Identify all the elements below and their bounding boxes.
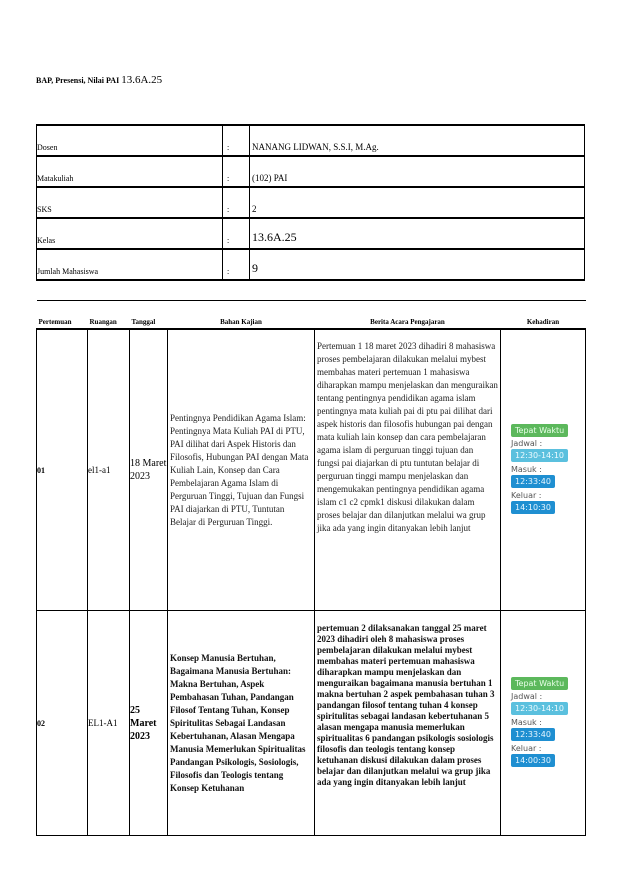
info-separator: : xyxy=(223,187,250,218)
info-value: (102) PAI xyxy=(250,156,585,187)
info-value: NANANG LIDWAN, S.S.I, M.Ag. xyxy=(250,125,585,156)
header-berita-acara: Berita Acara Pengajaran xyxy=(315,301,501,330)
info-label: Kelas xyxy=(37,218,223,249)
info-row-sks xyxy=(37,187,585,218)
info-separator: : xyxy=(223,125,250,156)
berita-acara-cell: pertemuan 2 dilaksanakan tanggal 25 maret 2023 dihadiri oleh 8 mahasiswa proses pembelajaran dilakukan melalui mybest membahas materi pertemuan mahasiswa diharapkan mampu menjelaskan dan menguraikan bagaimana manusia bertuhan 1 makna bertuhan 2 aspek pembahasan tuhan 3 pandangan filosof tentang tuhan 4 konsep spiritulitas sebagai landasan kebertuhanan 5 alasan mengapa manusia memerlukan spiritualitas 6 pandangan psikologis sosiologis filosofis dan teologis tentang konsep ketuhanan diskusi dilakukan dalam proses belajar dan dilanjutkan melalui wa grup jika ada yang ingin ditanyakan lebih lanjut xyxy=(315,611,501,836)
ruangan-cell: EL1-A1 xyxy=(88,611,130,836)
masuk-badge: 12:33:40 xyxy=(511,728,555,741)
jadwal-label: Jadwal : xyxy=(511,438,543,448)
info-row-matakuliah xyxy=(37,156,585,187)
status-badge: Tepat Waktu xyxy=(511,677,568,690)
tanggal-cell: 25 Maret 2023 xyxy=(130,611,168,836)
info-value: 2 xyxy=(250,187,585,218)
status-badge: Tepat Waktu xyxy=(511,424,568,437)
jadwal-badge: 12:30-14:10 xyxy=(511,702,568,715)
masuk-label: Masuk : xyxy=(511,717,542,727)
keluar-label: Keluar : xyxy=(511,743,542,753)
keluar-badge: 14:10:30 xyxy=(511,501,555,514)
kehadiran-cell xyxy=(501,611,586,836)
header-ruangan: Ruangan xyxy=(88,301,130,330)
attendance-table xyxy=(36,300,586,836)
ruangan-cell: el1-a1 xyxy=(88,329,130,611)
info-separator: : xyxy=(223,156,250,187)
page-title xyxy=(36,74,162,86)
info-label: Matakuliah xyxy=(37,156,223,187)
class-code: 13.6A.25 xyxy=(121,74,163,86)
info-row-kelas xyxy=(37,218,585,249)
keluar-label: Keluar : xyxy=(511,490,542,500)
info-row-dosen xyxy=(37,125,585,156)
header-bahan-kajian: Bahan Kajian xyxy=(168,301,315,330)
bahan-kajian-cell: Konsep Manusia Bertuhan, Bagaimana Manusia Bertuhan: Makna Bertuhan, Aspek Pembahasan Tuhan, Pandangan Filosof Tentang Tuhan, Konsep Spiritulitas Sebagai Landasan Kebertuhanan, Alasan Mengapa Manusia Memerlukan Spiritualitas Pandangan Psikologis, Sosiologis, Filosofis dan Teologis tentang Konsep Ketuhanan xyxy=(168,611,315,836)
kehadiran-cell xyxy=(501,329,586,611)
table-row xyxy=(37,329,586,611)
info-label: Dosen xyxy=(37,125,223,156)
info-value: 9 xyxy=(250,249,585,280)
table-header-row xyxy=(37,301,586,330)
keluar-badge: 14:00:30 xyxy=(511,754,555,767)
masuk-badge: 12:33:40 xyxy=(511,475,555,488)
pertemuan-cell: 01 xyxy=(37,329,88,611)
jadwal-badge: 12:30-14:10 xyxy=(511,449,568,462)
title-prefix: BAP, Presensi, Nilai PAI xyxy=(36,76,120,85)
bahan-kajian-cell: Pentingnya Pendidikan Agama Islam: Pentingnya Mata Kuliah PAI di PTU, PAI dilihat dari Aspek Historis dan Filosofis, Hubungan PAI dengan Mata Kuliah Lain, Konsep dan Cara Pembelajaran Agama Islam di Perguruan Tinggi, Tujuan dan Fungsi PAI diajarkan di PTU, Tuntutan Belajar di Perguruan Tinggi. xyxy=(168,329,315,611)
header-kehadiran: Kehadiran xyxy=(501,301,586,330)
header-tanggal: Tanggal xyxy=(130,301,168,330)
jadwal-label: Jadwal : xyxy=(511,691,543,701)
berita-acara-cell: Pertemuan 1 18 maret 2023 dihadiri 8 mahasiswa proses pembelajaran dilakukan melalui mybest membahas materi pertemuan 1 mahasiswa diharapkan mampu menjelaskan dan menguraikan tentang pentingnya pendidikan agama islam pentingnya mata kuliah pai di ptu pai dilihat dari aspek historis dan filosofis hubungan pai dengan mata kuliah lain konsep dan cara pembelajaran agama islam di perguruan tinggi tujuan dan fungsi pai diajarkan di ptu tuntutan belajar di perguruan tinggi mampu menjelaskan dan mengemukakan pentingnya pendidikan agama islam c1 c2 cpmk1 diskusi dilakukan dalam proses belajar dan dilanjutkan melalui wa grup jika ada yang ingin ditanyakan lebih lanjut xyxy=(315,329,501,611)
tanggal-cell: 18 Maret 2023 xyxy=(130,329,168,611)
course-info-table xyxy=(36,124,585,281)
info-label: SKS xyxy=(37,187,223,218)
info-separator: : xyxy=(223,218,250,249)
pertemuan-cell: 02 xyxy=(37,611,88,836)
table-row xyxy=(37,611,586,836)
info-separator: : xyxy=(223,249,250,280)
masuk-label: Masuk : xyxy=(511,464,542,474)
info-value: 13.6A.25 xyxy=(250,218,585,249)
info-row-jumlah-mahasiswa xyxy=(37,249,585,280)
info-label: Jumlah Mahasiswa xyxy=(37,249,223,280)
header-pertemuan: Pertemuan xyxy=(37,301,88,330)
